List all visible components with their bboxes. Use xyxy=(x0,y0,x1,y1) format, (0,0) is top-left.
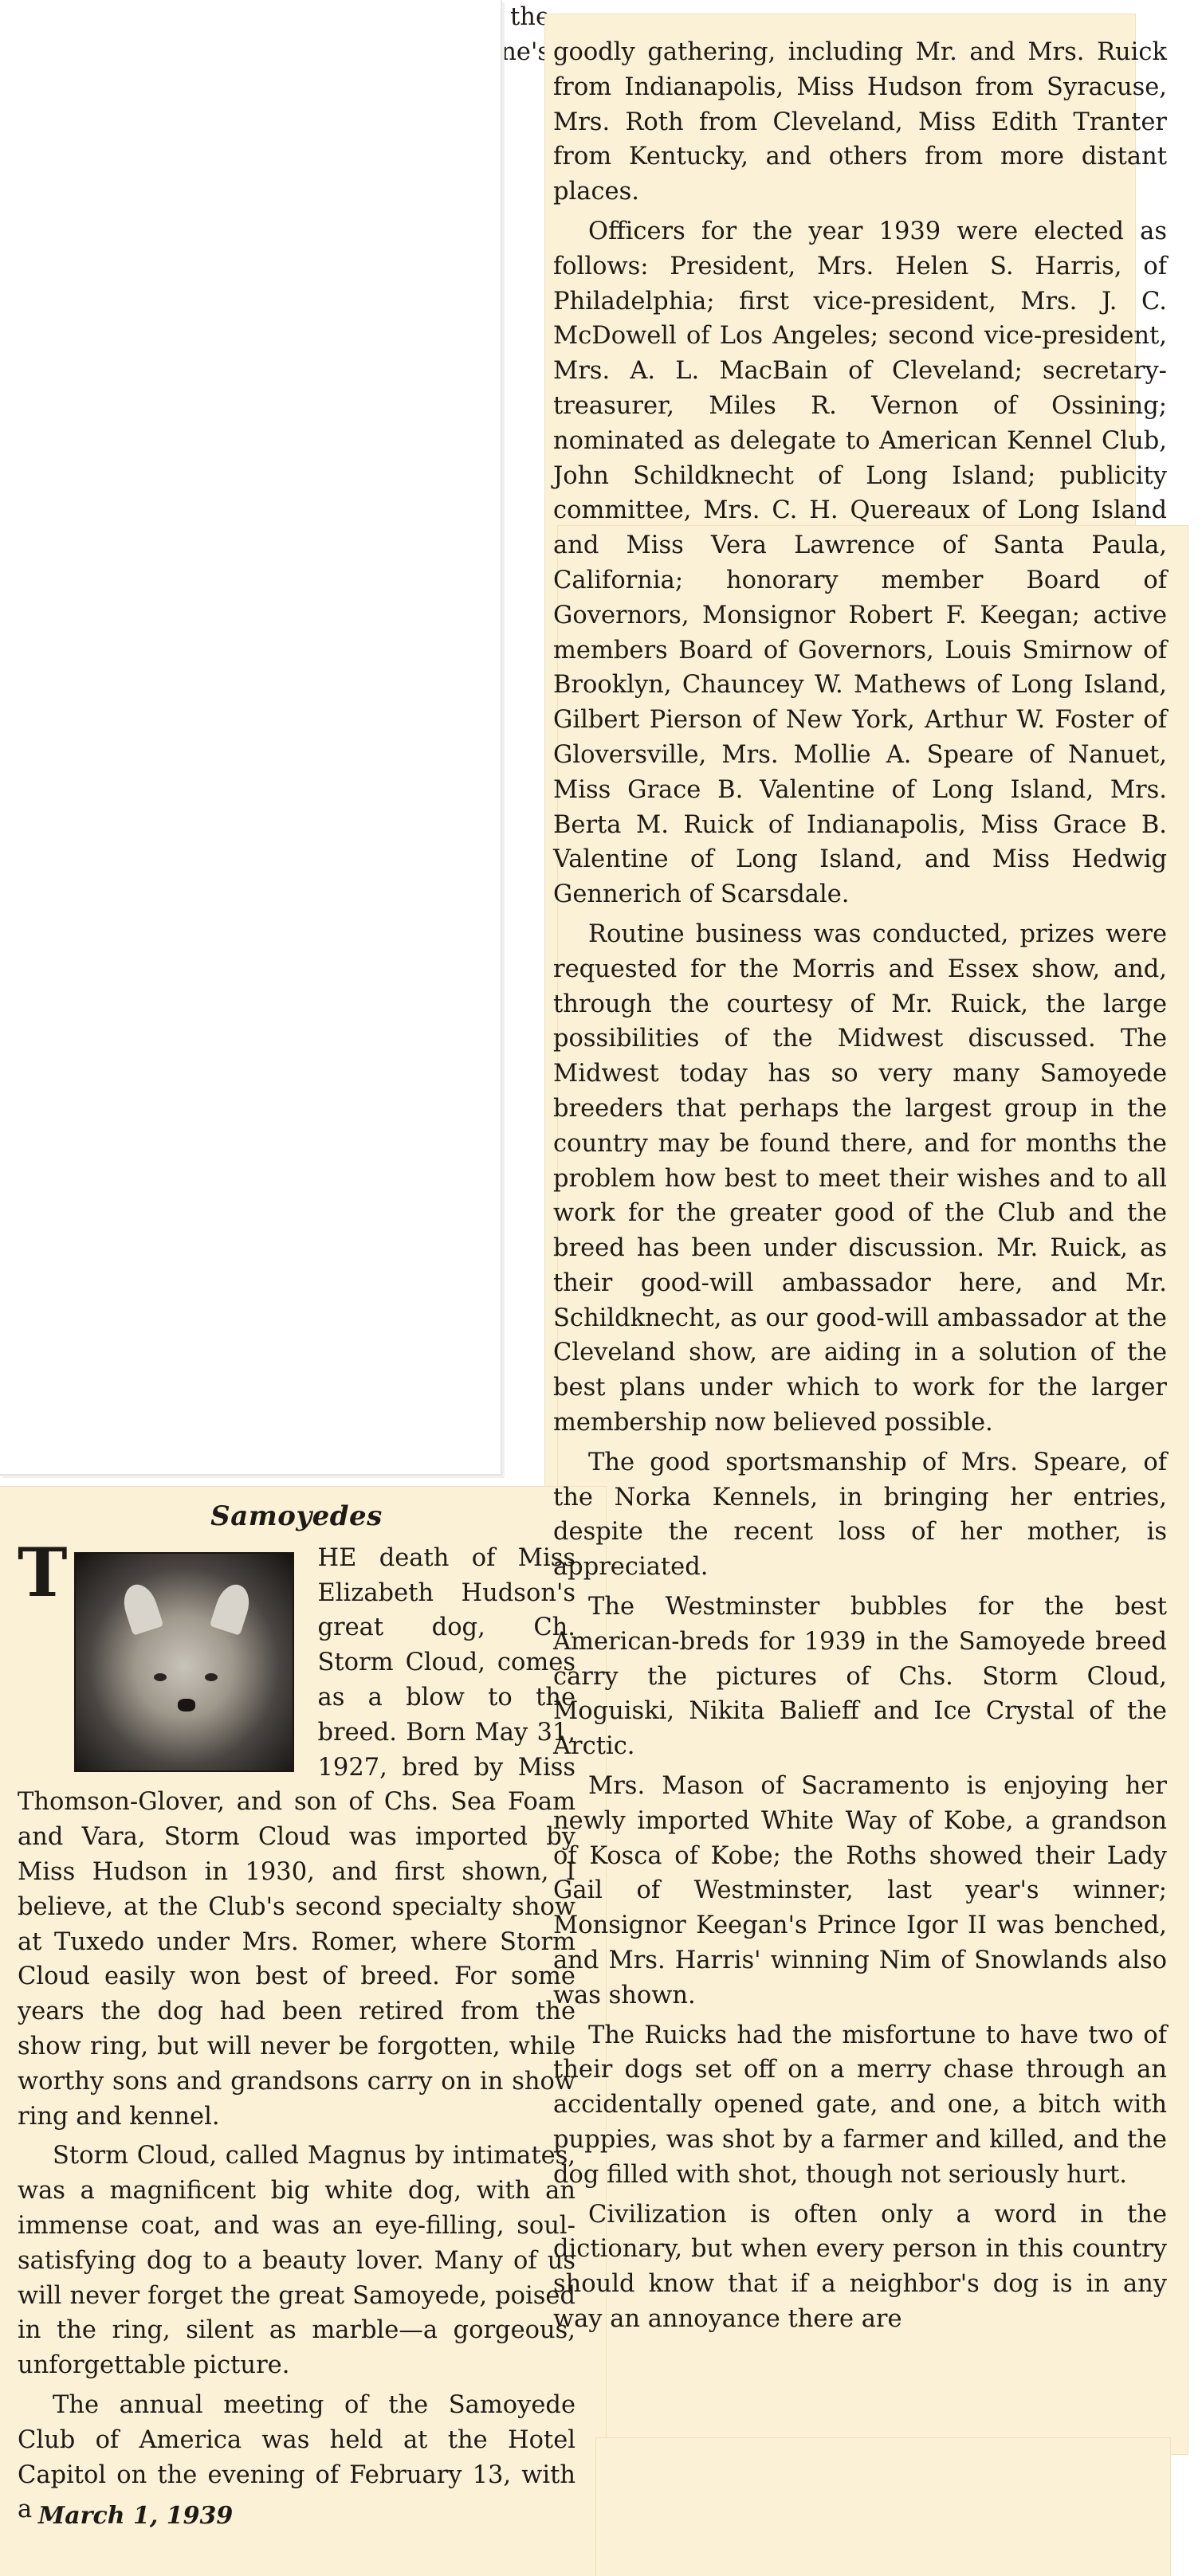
samoyed-dog-photo-icon xyxy=(74,1552,294,1772)
paragraph: Officers for the year 1939 were elected as follows: President, Mrs. Helen S. Harris, of Philadelphia; first vice-president, Mrs. J. C. McDowell of Los Angeles; second vice-president, Mrs. A. L. MacBain of Cleveland; secretary-treasurer, Miles R. Vernon of Ossining; nominated as delegate to American Kennel Club, John Schildknecht of Long Island; publicity committee, Mrs. C. H. Quereaux of Long Island and Miss Vera Lawrence of Santa Paula, California; honorary member Board of Governors, Monsignor Robert F. Keegan; active members Board of Governors, Louis Smirnow of Brooklyn, Chauncey W. Mathews of Long Island, Gilbert Pierson of New York, Arthur W. Foster of Gloversville, Mrs. Mollie A. Speare of Nanuet, Miss Grace B. Valentine of Long Island, Mrs. Berta M. Ruick of Indianapolis, Miss Grace B. Valentine of Long Island, and Miss Hedwig Gennerich of Scarsdale. xyxy=(553,217,1167,909)
dog-ear-right xyxy=(209,1580,254,1635)
blank-backing-card xyxy=(0,0,502,1476)
paragraph: goodly gathering, including Mr. and Mrs. Ruick from Indianapolis, Miss Hudson from Syracuse, Mrs. Roth from Cleveland, Miss Edith Tranter from Kentucky, and others from more distant places. xyxy=(553,38,1167,206)
samoyedes-article xyxy=(18,1498,575,2532)
paragraph: Routine business was conducted, prizes were requested for the Morris and Essex show, and, through the courtesy of Mr. Ruick, the large possibilities of the Midwest discussed. The Midwest today has so very many Samoyede breeders that perhaps the largest group in the country may be found there, and for months the problem how best to meet their wishes and to all work for the greater good of the Club and the breed has been under discussion. Mr. Ruick, as their good-will ambassador here, and Mr. Schildknecht, as our good-will ambassador at the Cleveland show, are aiding in a solution of the best plans under which to work for the larger membership now believed possible. xyxy=(553,919,1167,1437)
dog-eye-left xyxy=(154,1673,167,1681)
paragraph: Mrs. Mason of Sacramento is enjoying her newly imported White Way of Kobe, a grandson of Kosca of Kobe; the Roths showed their Lady Gail of Westminster, last year's winner; Monsignor Keegan's Prince Igor II was benched, and Mrs. Harris' winning Nim of Snowlands also was shown. xyxy=(553,1772,1167,2009)
paragraph: The good sportsmanship of Mrs. Speare, of the Norka Kennels, in bringing her entries, despite the recent loss of her mother, is appreciated. xyxy=(553,1448,1167,1582)
paragraph: The annual meeting of the Samoyede Club of America was held at the Hotel Capitol on the evening of February 13, with a xyxy=(18,2390,575,2524)
first-paragraph-text: HE death of Miss Elizabeth Hudson's great dog, Ch. Storm Cloud, comes as a blow to the breed. Born May 31, 1927, bred by Miss Thomson-Glover, and son of Chs. Sea Foam and Vara, Storm Cloud was imported by Miss Hudson in 1930, and first shown, I believe, at the Club's second specialty show at Tuxedo under Mrs. Romer, where Storm Cloud easily won best of breed. For some years the dog had been retired from the show ring, but will never be forgotten, while worthy sons and grandsons carry on in show ring and kennel. xyxy=(18,1543,575,2131)
dog-nose xyxy=(178,1699,195,1711)
continuation-text: the one's xyxy=(485,3,550,66)
drop-cap: T xyxy=(18,1532,68,1612)
dog-ear-left xyxy=(118,1580,163,1635)
right-column-text xyxy=(553,35,1167,2342)
paragraph: Storm Cloud, called Magnus by intimates, was a magnificent big white dog, with an immense coat, and was an eye-filling, soul-satisfying dog to a beauty lover. Many of us will never forget the great Samoyede, poised in the ring, silent as marble—a gorgeous, unforgettable picture. xyxy=(18,2142,575,2380)
article-heading: Samoyedes xyxy=(210,1500,383,1532)
paragraph: The Westminster bubbles for the best American-breds for 1939 in the Samoyede breed carry the pictures of Chs. Storm Cloud, Moguiski, Nikita Balieff and Ice Crystal of the Arctic. xyxy=(553,1593,1167,1761)
paragraph: Civilization is often only a word in the dictionary, but when every person in this country should know that if a neighbor's dog is in any way an annoyance there are xyxy=(553,2200,1167,2333)
issue-date: March 1, 1939 xyxy=(38,2502,234,2530)
dog-eye-right xyxy=(205,1673,218,1681)
clipping-bottom-strip xyxy=(596,2438,1170,2576)
paragraph: The Ruicks had the misfortune to have two of their dogs set off on a merry chase through an accidentally opened gate, and one, a bitch with puppies, was shot by a farmer and killed, and the dog filled with shot, though not seriously hurt. xyxy=(553,2021,1167,2189)
first-paragraph xyxy=(18,1532,575,2135)
